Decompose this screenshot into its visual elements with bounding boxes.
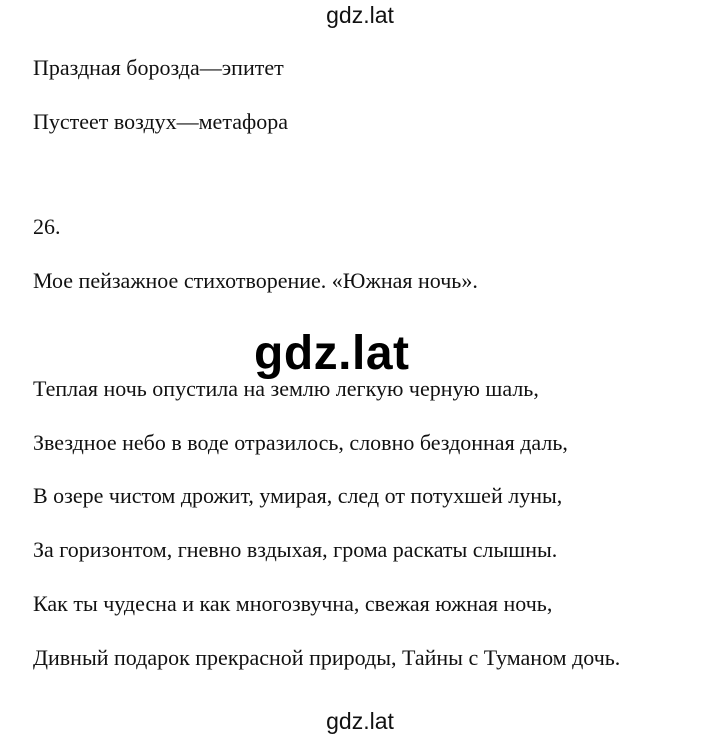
poem-line: Теплая ночь опустила на землю легкую черную шаль,: [33, 376, 539, 401]
task-number: 26.: [33, 214, 61, 239]
poem-line: За горизонтом, гневно вздыхая, грома раскаты слышны.: [33, 537, 558, 562]
poem-line: В озере чистом дрожит, умирая, след от потухшей луны,: [33, 483, 563, 508]
poem-line: Как ты чудесна и как многозвучна, свежая южная ночь,: [33, 591, 553, 616]
poem-line: Звездное небо в воде отразилось, словно бездонная даль,: [33, 430, 568, 455]
watermark-middle: gdz.lat: [254, 327, 410, 380]
watermark-top: gdz.lat: [326, 2, 394, 28]
text-line-epithet: Праздная борозда—эпитет: [33, 55, 284, 80]
poem-line: Дивный подарок прекрасной природы, Тайны с Туманом дочь.: [33, 645, 621, 670]
poem-intro: Мое пейзажное стихотворение. «Южная ночь».: [33, 268, 478, 293]
text-line-metaphor: Пустеет воздух—метафора: [33, 109, 288, 134]
watermark-bottom: gdz.lat: [326, 708, 394, 734]
